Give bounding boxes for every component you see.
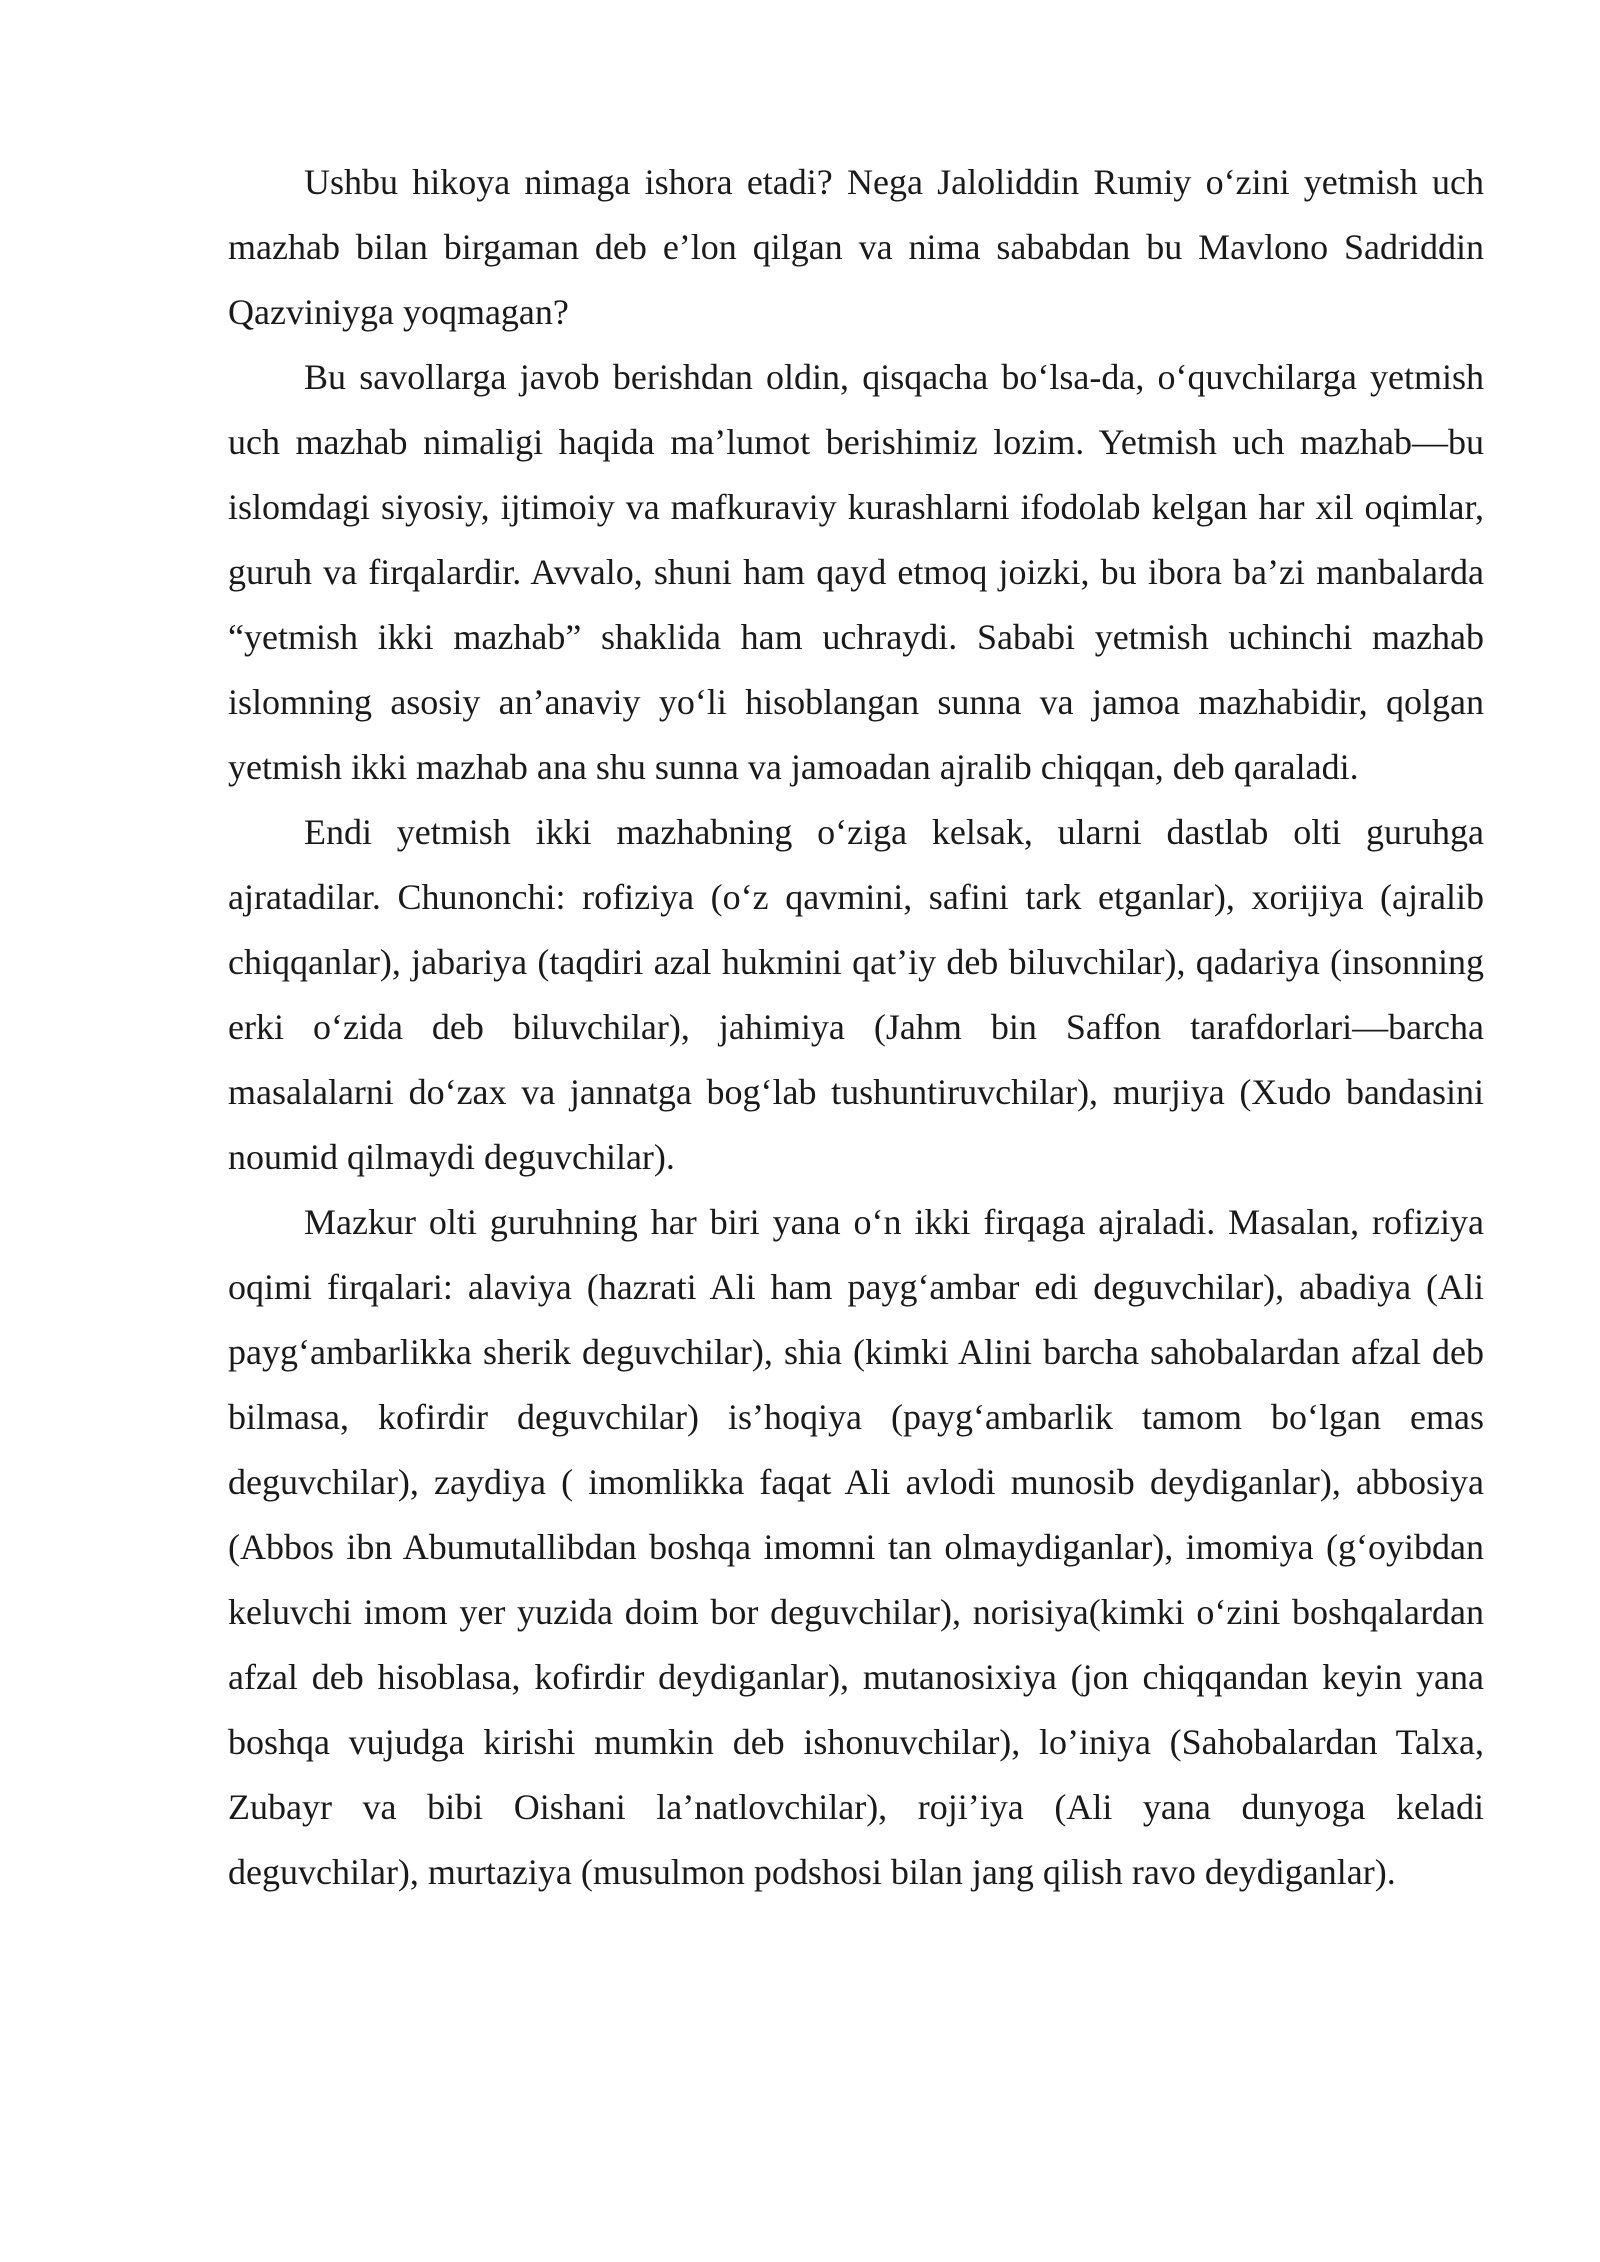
document-page [228, 150, 1484, 1905]
paragraph-2: Bu savollarga javob berishdan oldin, qisqacha bo‘lsa-da, o‘quvchilarga yetmish uch mazhab nimaligi haqida ma’lumot berishimiz lozim. Yetmish uch mazhab—bu islomdagi siyosiy, ijtimoiy va mafkuraviy kurashlarni ifodolab kelgan har xil oqimlar, guruh va firqalardir. Avvalo, shuni ham qayd etmoq joizki, bu ibora ba’zi manbalarda “yetmish ikki mazhab” shaklida ham uchraydi. Sababi yetmish uchinchi mazhab islomning asosiy an’anaviy yo‘li hisoblangan sunna va jamoa mazhabidir, qolgan yetmish ikki mazhab ana shu sunna va jamoadan ajralib chiqqan, deb qaraladi. [228, 357, 1484, 787]
paragraph-1: Ushbu hikoya nimaga ishora etadi? Nega Jaloliddin Rumiy o‘zini yetmish uch mazhab bilan birgaman deb e’lon qilgan va nima sababdan bu Mavlono Sadriddin Qazviniyga yoqmagan? [228, 162, 1484, 332]
paragraph-4: Mazkur olti guruhning har biri yana o‘n ikki firqaga ajraladi. Masalan, rofiziya oqimi firqalari: alaviya (hazrati Ali ham payg‘ambar edi deguvchilar), abadiya (Ali payg‘ambarlikka sherik deguvchilar), shia (kimki Alini barcha sahobalardan afzal deb bilmasa, kofirdir deguvchilar) is’hoqiya (payg‘ambarlik tamom bo‘lgan emas deguvchilar), zaydiya ( imomlikka faqat Ali avlodi munosib deydiganlar), abbosiya (Abbos ibn Abumutallibdan boshqa imomni tan olmaydiganlar), imomiya (g‘oyibdan keluvchi imom yer yuzida doim bor deguvchilar), norisiya(kimki o‘zini boshqalardan afzal deb hisoblasa, kofirdir deydiganlar), mutanosixiya (jon chiqqandan keyin yana boshqa vujudga kirishi mumkin deb ishonuvchilar), lo’iniya (Sahobalardan Talxa, Zubayr va bibi Oishani la’natlovchilar), roji’iya (Ali yana dunyoga keladi deguvchilar), murtaziya (musulmon podshosi bilan jang qilish ravo deydiganlar). [228, 1202, 1484, 1892]
paragraph-3: Endi yetmish ikki mazhabning o‘ziga kelsak, ularni dastlab olti guruhga ajratadilar. Chunonchi: rofiziya (o‘z qavmini, safini tark etganlar), xorijiya (ajralib chiqqanlar), jabariya (taqdiri azal hukmini qat’iy deb biluvchilar), qadariya (insonning erki o‘zida deb biluvchilar), jahimiya (Jahm bin Saffon tarafdorlari—barcha masalalarni do‘zax va jannatga bog‘lab tushuntiruvchilar), murjiya (Xudo bandasini noumid qilmaydi deguvchilar). [228, 812, 1484, 1177]
